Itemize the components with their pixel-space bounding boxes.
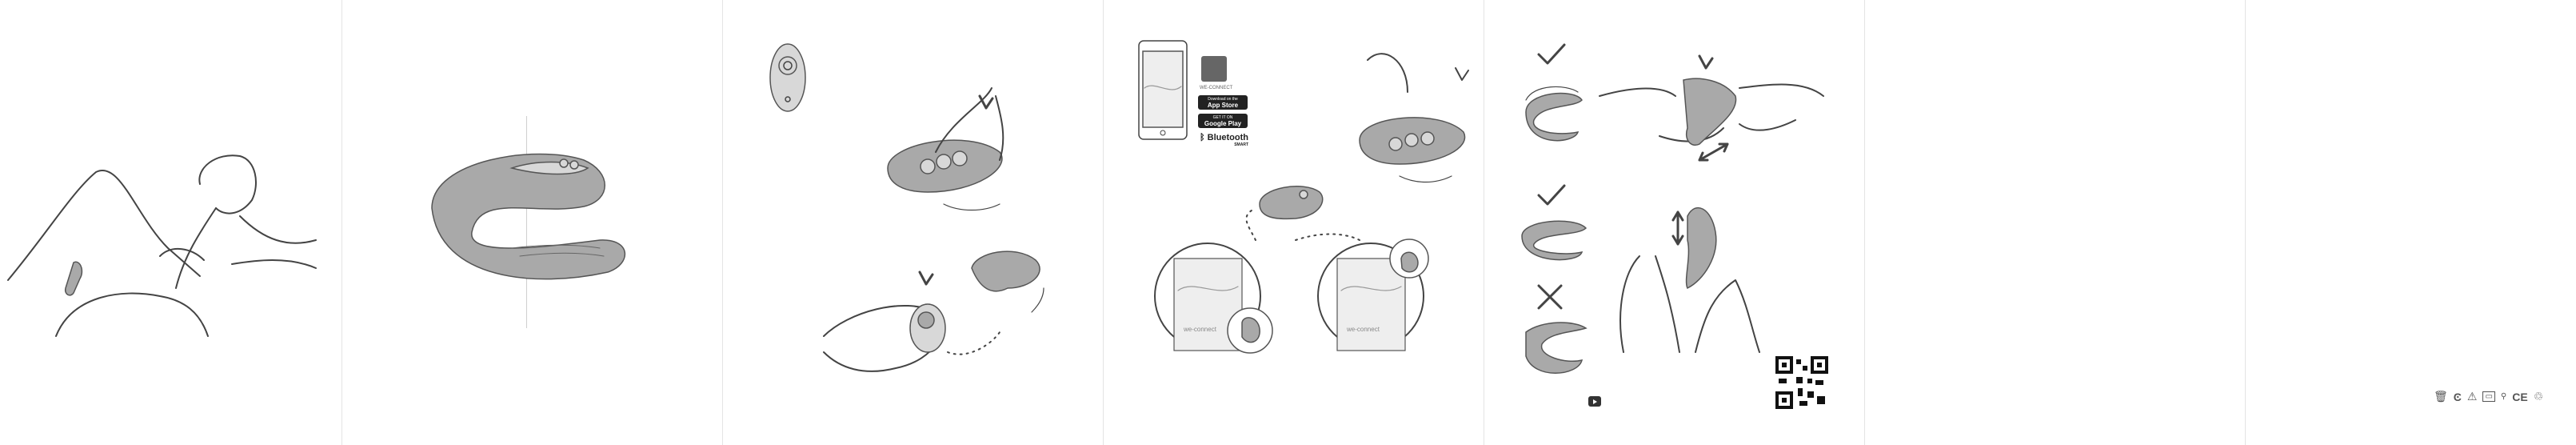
checkmark-icon [1536, 182, 1568, 206]
hand-remote-pairing-illustration [816, 240, 1056, 392]
google-play-label: Google Play [1204, 119, 1242, 127]
bluetooth-icon: ᛒ [1200, 133, 1205, 142]
app-store-small: Download on the [1208, 96, 1238, 102]
panel-divider [341, 0, 342, 445]
hand-press-device-illustration [1352, 44, 1472, 188]
panel-divider [722, 0, 723, 445]
hand-press-device-illustration [880, 72, 1008, 216]
panel-divider [1103, 0, 1104, 445]
google-play-badge[interactable] [1198, 114, 1248, 128]
recycle-c-icon: Ͼ [2453, 390, 2462, 403]
app-icon [1201, 56, 1227, 82]
device-flex-ok-illustration [1518, 76, 1590, 152]
device-fit-ok-illustration [1518, 212, 1590, 268]
recycling-icon: ♲ [2533, 390, 2544, 403]
warning-triangle-icon: ⚠ [2466, 390, 2478, 403]
hands-insert-illustration [1608, 192, 1767, 352]
weee-bin-icon: 🗑 [2434, 390, 2448, 403]
device-illustration [416, 144, 632, 288]
ul-mark-icon: ▭ [2482, 391, 2494, 402]
google-play-small: GET IT ON [1212, 114, 1233, 120]
play-icon[interactable] [1588, 396, 1601, 407]
device-fit-wrong-illustration [1518, 316, 1590, 380]
bluetooth-sub: SMART [1234, 142, 1248, 147]
app-store-badge[interactable] [1198, 95, 1248, 110]
bluetooth-logo [1200, 133, 1248, 147]
remote-illustration [764, 42, 812, 118]
couple-illustration [0, 96, 336, 336]
app-badge-sub: WE-CONNECT [1200, 86, 1233, 90]
app-store-label: App Store [1207, 101, 1239, 109]
phone-brand-left: we-connect [1184, 326, 1216, 333]
hands-adjust-illustration [1596, 48, 1827, 168]
waste-icon: ⚲ [2500, 392, 2507, 401]
ce-mark: CE [2512, 390, 2528, 403]
qr-code-icon[interactable] [1775, 356, 1828, 409]
bluetooth-label: Bluetooth [1207, 133, 1248, 142]
panel-divider [2245, 0, 2246, 445]
regulatory-symbols [2434, 390, 2543, 403]
phone-circle-right [1317, 243, 1437, 363]
phone-brand-right: we-connect [1347, 326, 1380, 333]
panel-divider [1864, 0, 1865, 445]
phone-app-illustration [1138, 40, 1188, 140]
cross-icon [1536, 283, 1564, 311]
checkmark-icon [1536, 42, 1568, 66]
phone-circle-left [1154, 243, 1274, 363]
